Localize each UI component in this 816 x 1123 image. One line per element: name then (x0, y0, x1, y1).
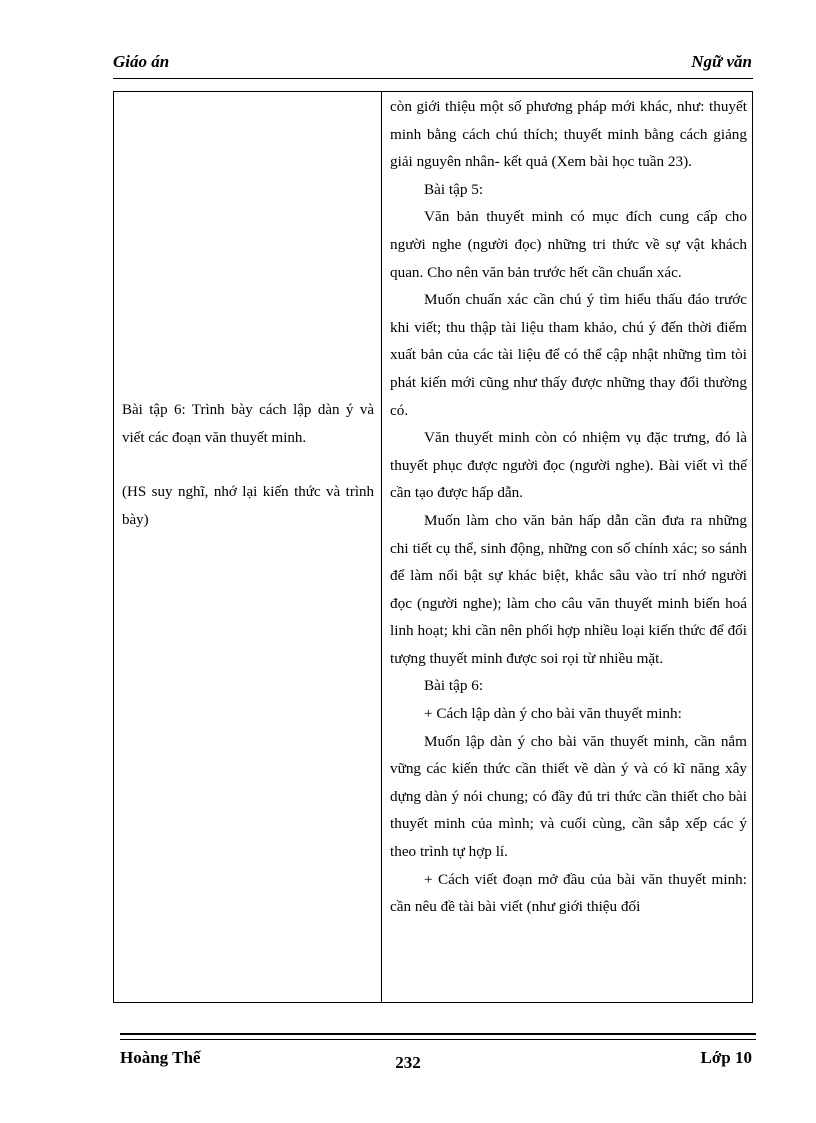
content-column (390, 93, 747, 921)
paragraph-engagement: Muốn làm cho văn bản hấp dẫn cần đưa ra những chi tiết cụ thể, sinh động, những con số chính xác; so sánh để làm nổi bật sự khác biệt, khắc sâu vào trí nhớ người đọc (người nghe); làm cho câu văn thuyết minh biến hoá linh hoạt; khi cần nên phối hợp nhiều loại kiến thức để đối tượng thuyết minh được soi rọi từ nhiều mặt. (390, 511, 747, 667)
spacer (122, 452, 374, 479)
exercise-5-heading: Bài tập 5: (424, 180, 484, 198)
footer-grade: Lớp 10 (700, 1048, 752, 1067)
footer-divider-thick (120, 1033, 756, 1035)
paragraph-opening: + Cách viết đoạn mở đầu của bài văn thuyết minh: cần nêu đề tài bài viết (như giới thiệu đối (390, 870, 747, 916)
paragraph-outline: Muốn lập dàn ý cho bài văn thuyết minh, cần nắm vững các kiến thức cần thiết về dàn ý và có kĩ năng xây dựng dàn ý nói chung; có đầy đủ tri thức cần thiết cho bài thuyết minh của mình; và cuối cùng, cần sắp xếp các ý theo trình tự hợp lí. (390, 732, 747, 861)
page-number: 232 (395, 1053, 421, 1072)
exercise-6-prompt: Bài tập 6: Trình bày cách lập dàn ý và viết các đoạn văn thuyết minh. (122, 402, 374, 446)
paragraph-persuasion: Văn thuyết minh còn có nhiệm vụ đặc trưng, đó là thuyết phục được người đọc (người nghe). Bài viết vì thế cần tạo được hấp dẫn. (390, 429, 747, 502)
outline-subheading: + Cách lập dàn ý cho bài văn thuyết minh: (424, 705, 682, 723)
footer-divider-thin (120, 1039, 756, 1040)
header-divider (113, 78, 753, 79)
paragraph-purpose: Văn bản thuyết minh có mục đích cung cấp cho người nghe (người đọc) những tri thức về sự vật khách quan. Cho nên văn bản trước hết cần chuẩn xác. (390, 208, 747, 281)
footer-author: Hoàng Thế (120, 1048, 201, 1067)
exercise-6-heading: Bài tập 6: (424, 677, 484, 695)
teacher-activity-column (122, 397, 374, 534)
header-course-label: Ngữ văn (691, 52, 752, 71)
header-subject-label: Giáo án (113, 52, 170, 71)
paragraph-continuation: còn giới thiệu một số phương pháp mới khác, như: thuyết minh bằng cách chú thích; thuyết minh bằng cách giảng giải nguyên nhân- kết quả (Xem bài học tuần 23). (390, 98, 747, 171)
lesson-table (113, 91, 753, 1003)
student-instruction: (HS suy nghĩ, nhớ lại kiến thức và trình bày) (122, 484, 374, 528)
paragraph-accuracy: Muốn chuẩn xác cần chú ý tìm hiểu thấu đáo trước khi viết; thu thập tài liệu tham khảo, chú ý đến thời điểm xuất bản của các tài liệu để có thể cập nhật những tìm tòi phát kiến mới cũng như thấy được những thay đổi thường có. (390, 291, 747, 419)
column-divider (381, 92, 382, 1002)
